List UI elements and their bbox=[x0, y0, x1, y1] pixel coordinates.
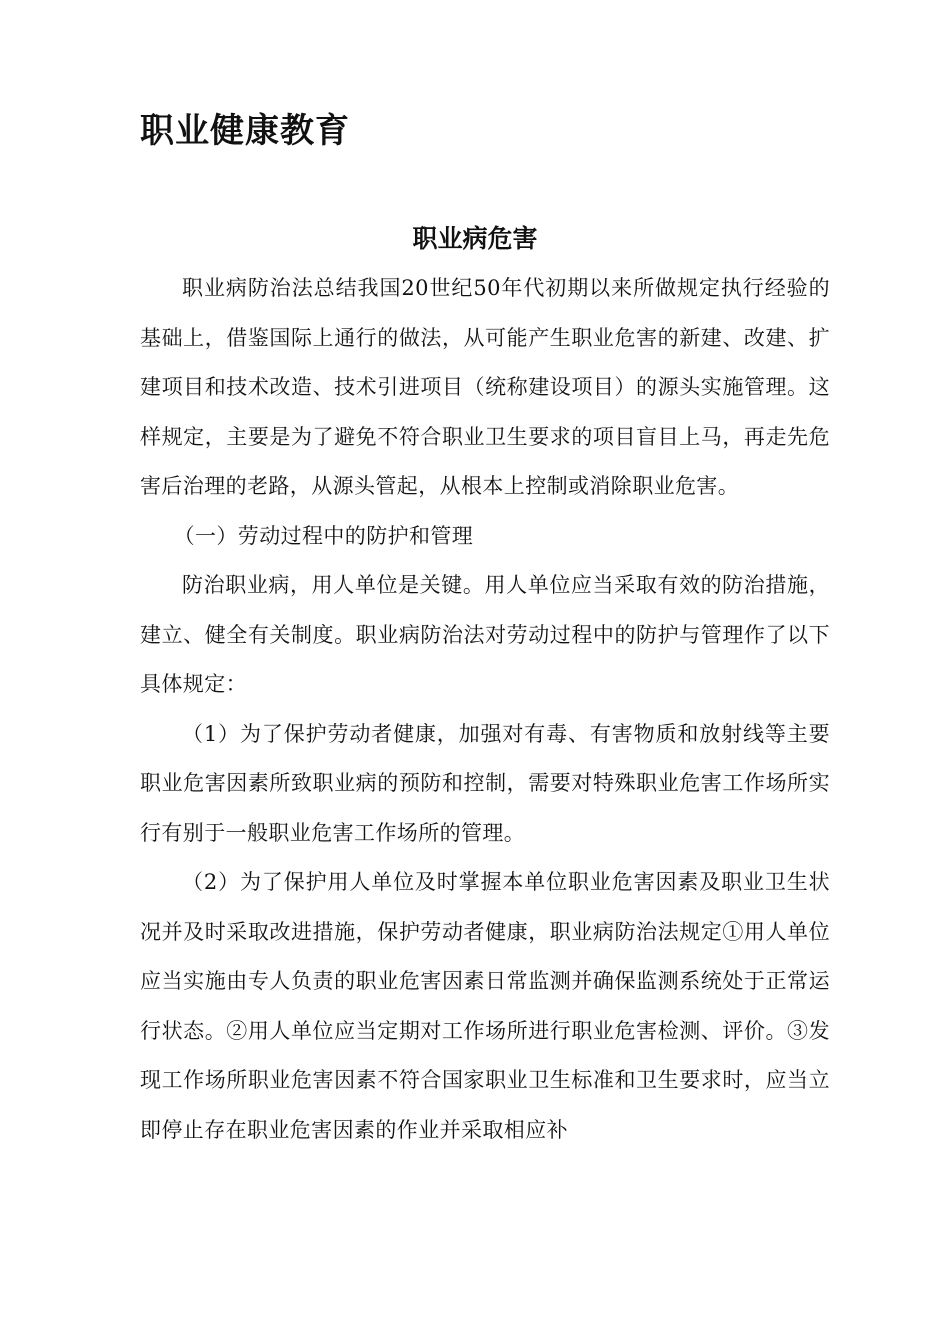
subheading-labor-process: （一）劳动过程中的防护和管理 bbox=[173, 523, 474, 548]
paragraph-item-2: （2）为了保护用人单位及时掌握本单位职业危害因素及职业卫生状况并及时采取改进措施，保护劳动者健康，职业病防治法规定①用人单位应当实施由专人负责的职业危害因素日常监测并确保监测系统处于正常运行状态。②用人单位应当定期对工作场所进行职业危害检测、评价。③发现工作场所职业危害因素不符合国家职业卫生标准和卫生要求时，应当立即停止存在职业危害因素的作业并采取相应补 bbox=[140, 870, 830, 1142]
document-title: 职业健康教育 bbox=[140, 111, 350, 151]
paragraph-prevention: 防治职业病，用人单位是关键。用人单位应当采取有效的防治措施，建立、健全有关制度。职业病防治法对劳动过程中的防护与管理作了以下具体规定： bbox=[140, 573, 830, 696]
paragraph-intro: 职业病防治法总结我国20世纪50年代初期以来所做规定执行经验的基础上，借鉴国际上通行的做法，从可能产生职业危害的新建、改建、扩建项目和技术改造、技术引进项目（统称建设项目）的源头实施管理。这样规定，主要是为了避免不符合职业卫生要求的项目盲目上马，再走先危害后治理的老路，从源头管起，从根本上控制或消除职业危害。 bbox=[140, 276, 830, 498]
document-body bbox=[140, 264, 830, 1155]
section-title: 职业病危害 bbox=[412, 224, 538, 253]
paragraph-item-1: （1）为了保护劳动者健康，加强对有毒、有害物质和放射线等主要职业危害因素所致职业病的预防和控制，需要对特殊职业危害工作场所实行有别于一般职业危害工作场所的管理。 bbox=[140, 721, 830, 845]
